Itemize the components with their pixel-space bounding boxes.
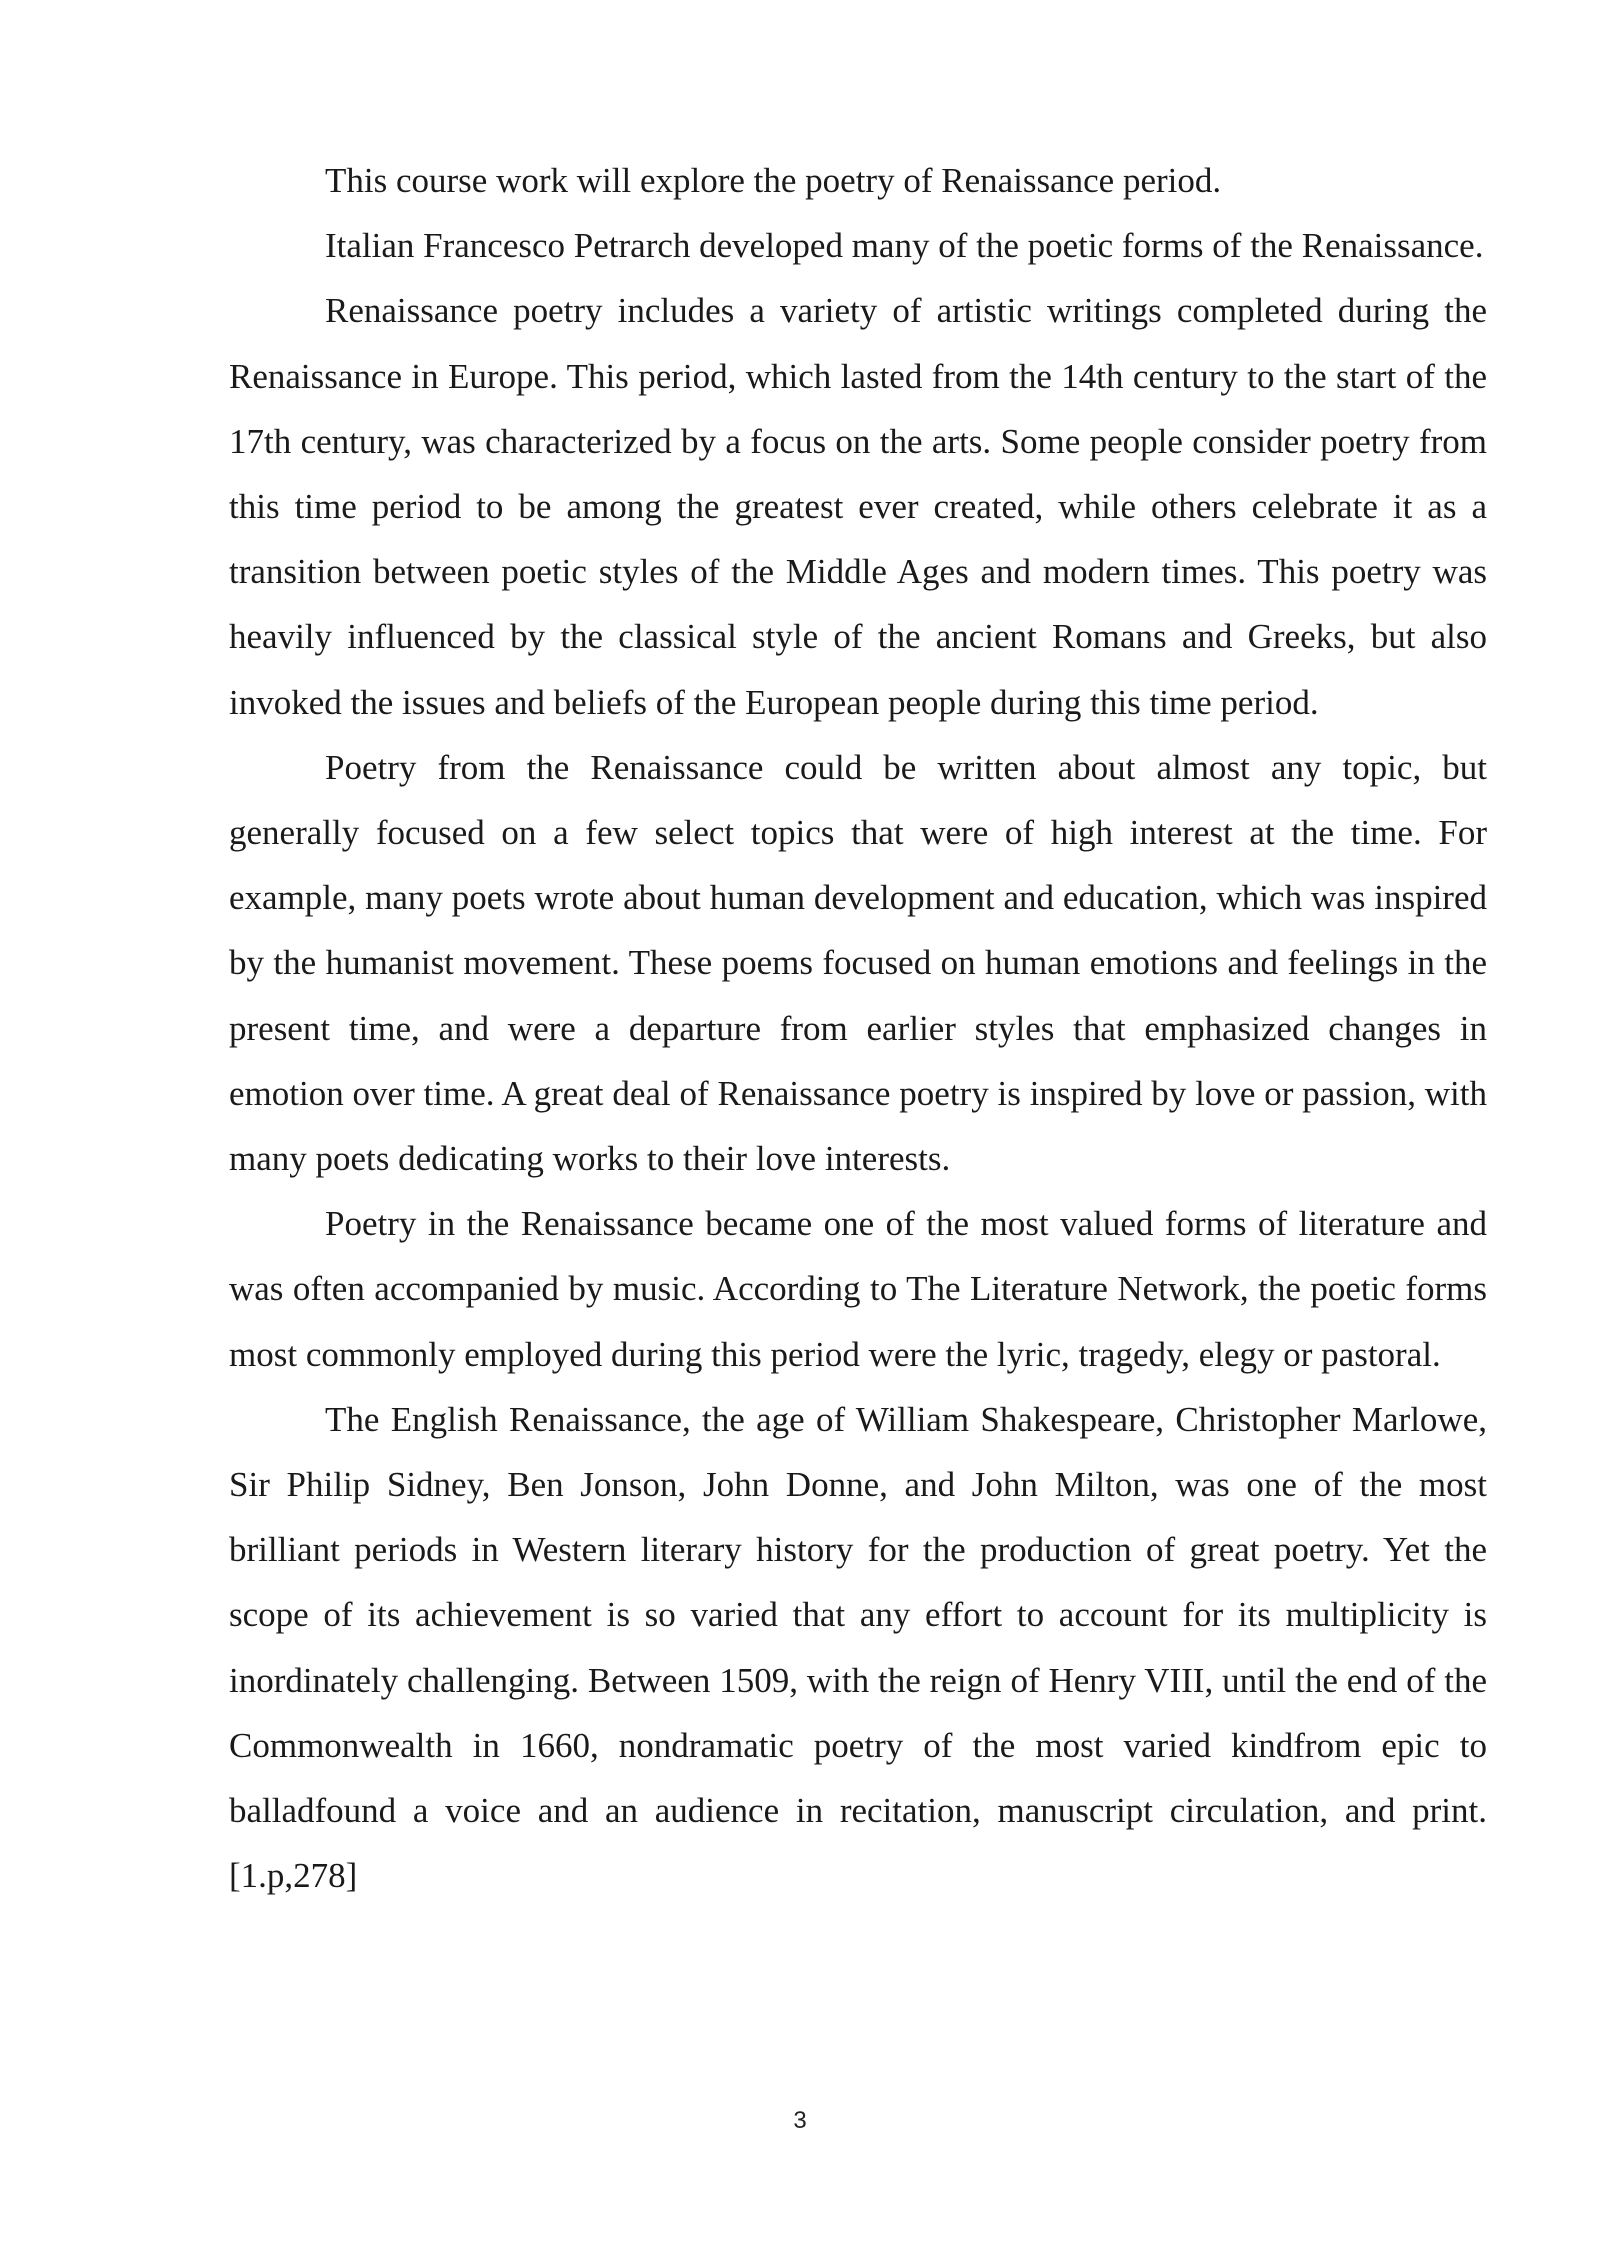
- page-number: 3: [793, 2107, 807, 2134]
- paragraph-english-renaissance: The English Renaissance, the age of William Shakespeare, Christopher Marlowe, Sir Philip Sidney, Ben Jonson, John Donne, and John Milton, was one of the most brilliant periods in Western literary history for the production of great poetry. Yet the scope of its achievement is so varied that any effort to account for its multiplicity is inordinately challenging. Between 1509, with the reign of Henry VIII, until the end of the Commonwealth in 1660, nondramatic poetry of the most varied kindfrom epic to balladfound a voice and an audience in recitation, manuscript circulation, and print.[1.p,278]: [229, 1399, 1487, 1896]
- paragraph-topics: Poetry from the Renaissance could be written about almost any topic, but generally focused on a few select topics that were of high interest at the time. For example, many poets wrote about human development and education, which was inspired by the humanist movement. These poems focused on human emotions and feelings in the present time, and were a departure from earlier styles that emphasized changes in emotion over time. A great deal of Renaissance poetry is inspired by love or passion, with many poets dedicating works to their love interests.: [229, 747, 1487, 1179]
- paragraph-petrarch: Italian Francesco Petrarch developed many of the poetic forms of the Renaissance.: [325, 226, 1484, 266]
- paragraph-renaissance-poetry: Renaissance poetry includes a variety of artistic writings completed during the Renaissance in Europe. This period, which lasted from the 14th century to the start of the 17th century, was characterized by a focus on the arts. Some people consider poetry from this time period to be among the greatest ever created, while others celebrate it as a transition between poetic styles of the Middle Ages and modern times. This poetry was heavily influenced by the classical style of the ancient Romans and Greeks, but also invoked the issues and beliefs of the European people during this time period.: [229, 291, 1487, 722]
- body-text: [229, 148, 1487, 1908]
- paragraph-intro: This course work will explore the poetry of Renaissance period.: [325, 161, 1222, 200]
- paragraph-valued-forms: Poetry in the Renaissance became one of the most valued forms of literature and was often accompanied by music. According to The Literature Network, the poetic forms most commonly employed during this period were the lyric, tragedy, elegy or pastoral.: [229, 1204, 1487, 1374]
